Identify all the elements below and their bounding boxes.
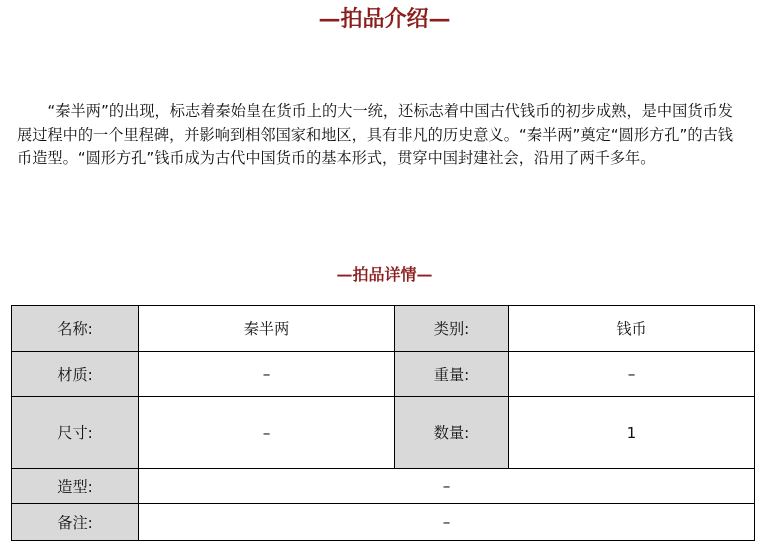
material-value: –	[139, 352, 395, 397]
shape-label: 造型:	[12, 469, 139, 504]
name-value: 秦半两	[139, 306, 395, 352]
lot-details-table	[11, 305, 755, 541]
size-value: –	[139, 397, 395, 469]
size-label: 尺寸:	[12, 397, 139, 469]
lot-details-title: —拍品详情—	[336, 265, 433, 284]
lot-introduction-title: —拍品介绍—	[318, 6, 451, 32]
shape-value: –	[139, 469, 755, 504]
table-row	[12, 469, 755, 504]
table-row	[12, 306, 755, 352]
table-row	[12, 352, 755, 397]
quantity-value: 1	[509, 397, 755, 469]
category-label: 类别:	[395, 306, 509, 352]
notes-label: 备注:	[12, 504, 139, 541]
notes-value: –	[139, 504, 755, 541]
material-label: 材质:	[12, 352, 139, 397]
table-row	[12, 397, 755, 469]
lot-introduction-paragraph: “秦半两”的出现，标志着秦始皇在货币上的大一统，还标志着中国古代钱币的初步成熟，是中国货币发展过程中的一个里程碑，并影响到相邻国家和地区，具有非凡的历史意义。“秦半两”奠定“圆形方孔”的古钱币造型。“圆形方孔”钱币成为古代中国货币的基本形式，贯穿中国封建社会，沿用了两千多年。	[17, 102, 733, 167]
weight-label: 重量:	[395, 352, 509, 397]
table-row	[12, 504, 755, 541]
category-value: 钱币	[509, 306, 755, 352]
weight-value: –	[509, 352, 755, 397]
name-label: 名称:	[12, 306, 139, 352]
quantity-label: 数量:	[395, 397, 509, 469]
